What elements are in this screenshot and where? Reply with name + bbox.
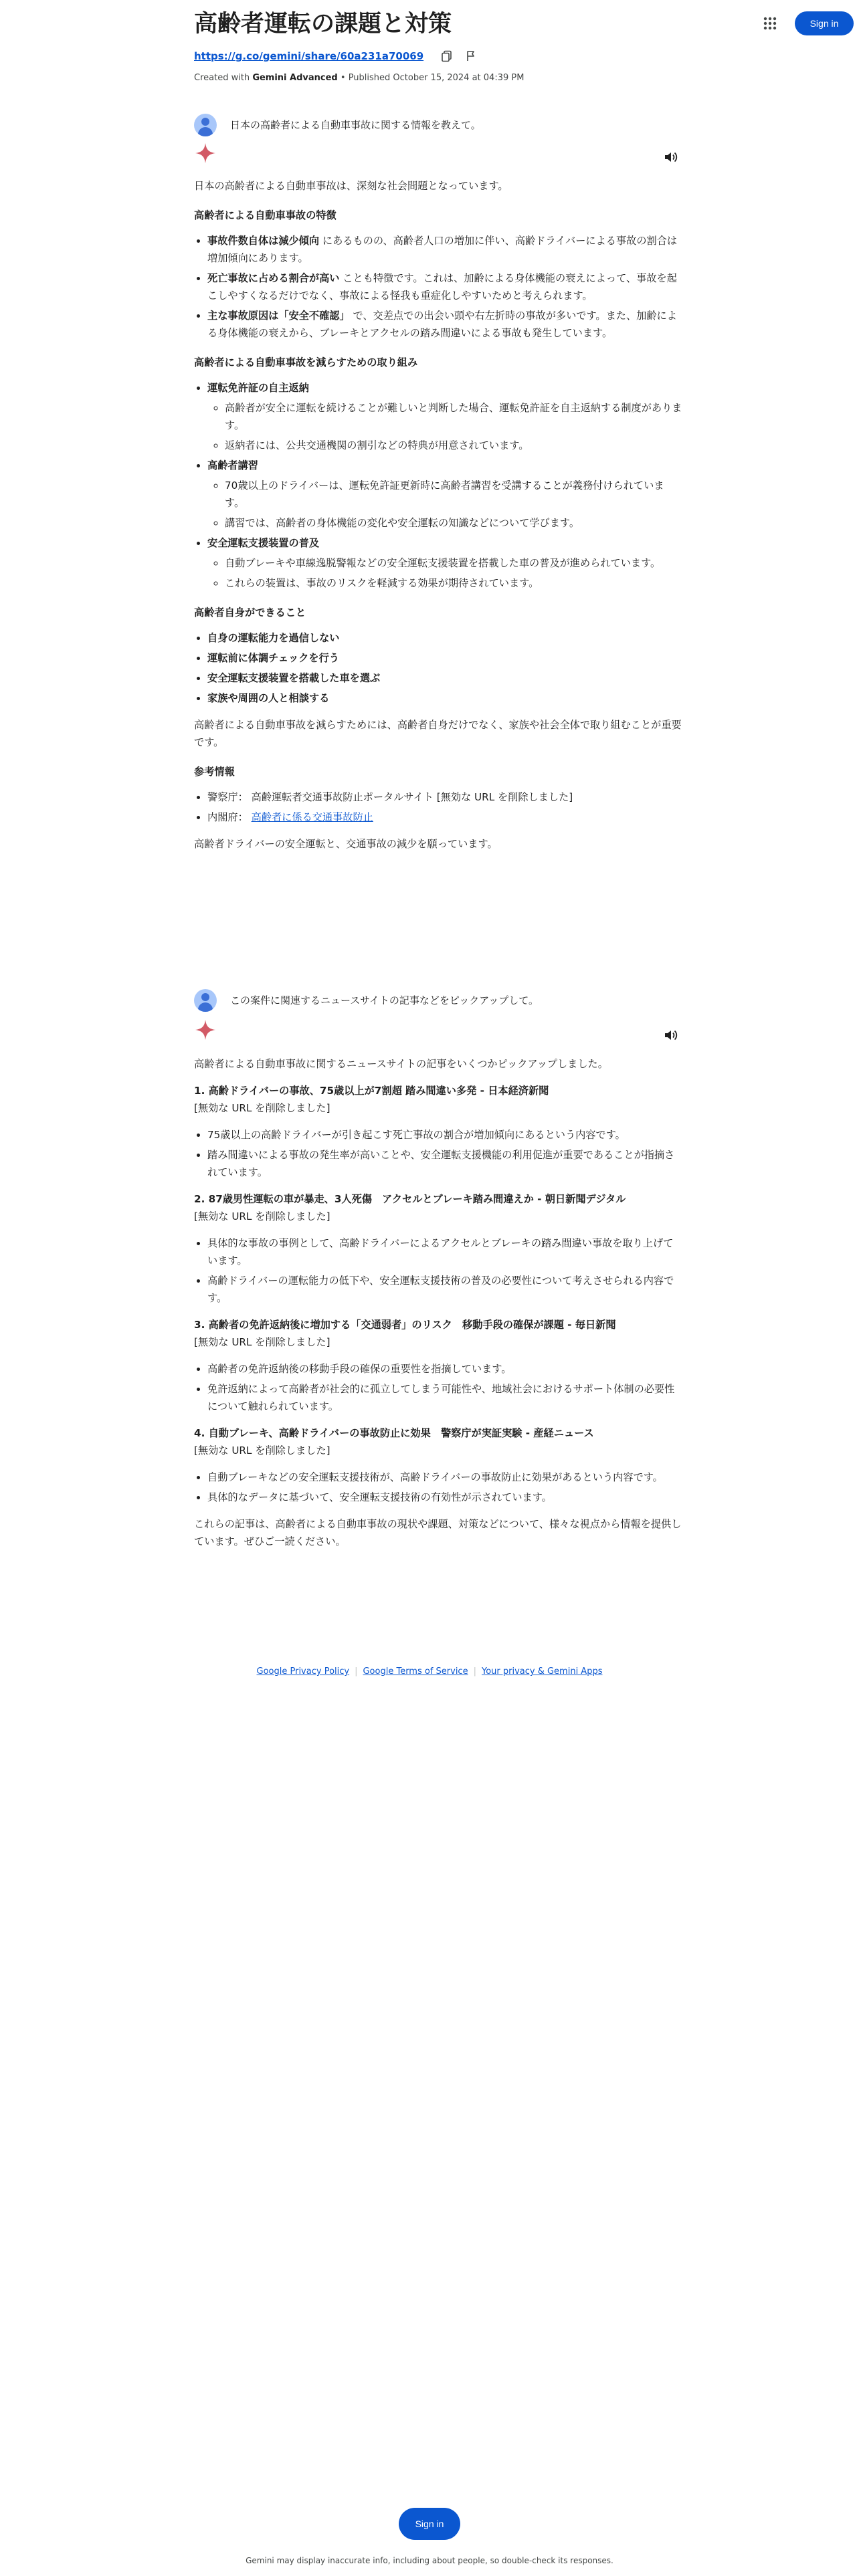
share-link-row <box>194 47 682 66</box>
sign-in-button[interactable]: Sign in <box>795 11 854 35</box>
removed-url-note: [無効な URL を削除しました] <box>194 1444 330 1457</box>
share-link[interactable]: https://g.co/gemini/share/60a231a70069 <box>194 50 424 62</box>
list-item: • 事故件数自体は減少傾向 にあるものの、高齢者人口の増加に伴い、高齢ドライバーによる事故の割合は増加傾向にあります。 <box>207 232 682 267</box>
article-points <box>194 1126 682 1181</box>
list-item: • 運転前に体調チェックを行う <box>207 649 682 667</box>
measures-list <box>194 379 682 592</box>
list-item: • 運転免許証の自主返納 ◦ 高齢者が安全に運転を続けることが難しいと判断した場合、運転免許証を自主返納する制度があります。 ◦ 返納者には、公共交通機関の割引などの特典が用意されています。 <box>207 379 682 454</box>
list-item: • 自身の運転能力を過信しない <box>207 629 682 647</box>
feature-list <box>194 232 682 342</box>
list-item: • 75歳以上の高齢ドライバーが引き起こす死亡事故の割合が増加傾向にあるという内容です。 <box>207 1126 682 1144</box>
response-intro: 日本の高齢者による自動車事故は、深刻な社会問題となっています。 <box>194 180 508 192</box>
terms-link[interactable]: Google Terms of Service <box>363 1667 468 1677</box>
article-points <box>194 1235 682 1307</box>
page-title: 高齢者運転の課題と対策 <box>194 11 452 37</box>
article-points <box>194 1469 682 1506</box>
list-item: • 高齢者の免許返納後の移動手段の確保の重要性を指摘しています。 <box>207 1360 682 1378</box>
list-item: • 家族や周囲の人と相談する <box>207 689 682 707</box>
response-final: 高齢者ドライバーの安全運転と、交通事故の減少を願っています。 <box>194 838 498 850</box>
response-1 <box>194 177 682 862</box>
response-closing: 高齢者による自動車事故を減らすためには、高齢者自身だけでなく、家族や社会全体で取り組むことが重要です。 <box>194 719 682 748</box>
article-title: 1. 高齢ドライバーの事故、75歳以上が7割超 踏み間違い多発 - 日本経済新聞 <box>194 1085 549 1097</box>
list-item: • 高齢者講習 ◦ 70歳以上のドライバーは、運転免許証更新時に高齢者講習を受講することが義務付けられています。 ◦ 講習では、高齢者の身体機能の変化や安全運転の知識などについて学びます。 <box>207 457 682 532</box>
user-prompt: 日本の高齢者による自動車事故に関する情報を教えて。 <box>230 119 481 131</box>
gemini-spark-icon <box>194 1018 217 1041</box>
list-item: • 安全運転支援装置を搭載した車を選ぶ <box>207 669 682 687</box>
apps-grid-icon[interactable] <box>763 16 777 31</box>
sign-in-button-bottom[interactable]: Sign in <box>399 2508 460 2540</box>
user-avatar-icon <box>194 989 217 1012</box>
response-intro: 高齢者による自動車事故に関するニュースサイトの記事をいくつかピックアップしました。 <box>194 1058 608 1070</box>
response-2 <box>194 1055 682 1560</box>
article-title: 3. 高齢者の免許返納後に増加する「交通弱者」のリスク 移動手段の確保が課題 - 毎日新聞 <box>194 1319 616 1331</box>
article-title: 4. 自動ブレーキ、高齢ドライバーの事故防止に効果 警察庁が実証実験 - 産経ニュース <box>194 1427 594 1439</box>
removed-url-note: [無効な URL を削除しました] <box>194 1102 330 1114</box>
copy-icon[interactable] <box>438 47 456 65</box>
user-prompt: この案件に関連するニュースサイトの記事などをピックアップして。 <box>230 994 539 1006</box>
list-item: • 具体的な事故の事例として、高齢ドライバーによるアクセルとブレーキの踏み間違い事故を取り上げています。 <box>207 1235 682 1269</box>
list-item: • 安全運転支援装置の普及 ◦ 自動ブレーキや車線逸脱警報などの安全運転支援装置を搭載した車の普及が進められています。 ◦ これらの装置は、事故のリスクを軽減する効果が期待されています。 <box>207 534 682 592</box>
flag-icon[interactable] <box>462 47 480 65</box>
reference-link[interactable]: 高齢者に係る交通事故防止 <box>251 811 373 823</box>
list-item: • 具体的なデータに基づいて、安全運転支援技術の有効性が示されています。 <box>207 1489 682 1506</box>
list-item: • 主な事故原因は「安全不確認」 で、交差点での出会い頭や右左折時の事故が多いです。また、加齢による身体機能の衰えから、ブレーキとアクセルの踏み間違いによる事故も発生しています。 <box>207 307 682 342</box>
selfhelp-list <box>194 629 682 707</box>
section-heading: 参考情報 <box>194 766 235 778</box>
list-item: • 高齢ドライバーの運転能力の低下や、安全運転支援技術の普及の必要性について考えさせられる内容です。 <box>207 1272 682 1307</box>
section-heading: 高齢者による自動車事故の特徴 <box>194 209 337 221</box>
response-closing: これらの記事は、高齢者による自動車事故の現状や課題、対策などについて、様々な視点から情報を提供しています。ぜひご一読ください。 <box>194 1518 682 1547</box>
section-heading: 高齢者自身ができること <box>194 607 306 619</box>
removed-url-note: [無効な URL を削除しました] <box>194 1210 330 1222</box>
article-title: 2. 87歳男性運転の車が暴走、3人死傷 アクセルとブレーキ踏み間違えか - 朝日新聞デジタル <box>194 1193 626 1205</box>
reference-item: • 内閣府： 高齢者に係る交通事故防止 <box>207 809 682 826</box>
article-points <box>194 1360 682 1415</box>
list-item: • 死亡事故に占める割合が高い ことも特徴です。これは、加齢による身体機能の衰えによって、事故を起こしやすくなるだけでなく、事故による怪我も重症化しやすいためと考えられます。 <box>207 270 682 304</box>
list-item: • 自動ブレーキなどの安全運転支援技術が、高齢ドライバーの事故防止に効果があるという内容です。 <box>207 1469 682 1486</box>
privacy-policy-link[interactable]: Google Privacy Policy <box>256 1667 350 1677</box>
user-avatar-icon <box>194 114 217 136</box>
publish-meta: Created with Gemini Advanced • Published October 15, 2024 at 04:39 PM <box>194 73 524 83</box>
list-item: • 踏み間違いによる事故の発生率が高いことや、安全運転支援機能の利用促進が重要であることが指摘されています。 <box>207 1146 682 1181</box>
section-heading: 高齢者による自動車事故を減らすための取り組み <box>194 356 418 368</box>
removed-url-note: [無効な URL を削除しました] <box>194 1336 330 1348</box>
reference-list <box>194 788 682 826</box>
reference-item: • 警察庁： 高齢運転者交通事故防止ポータルサイト [無効な URL を削除しました] <box>207 788 682 806</box>
gemini-privacy-link[interactable]: Your privacy & Gemini Apps <box>481 1667 603 1677</box>
speaker-icon[interactable] <box>662 148 680 166</box>
speaker-icon[interactable] <box>662 1027 680 1044</box>
list-item: • 免許返納によって高齢者が社会的に孤立してしまう可能性や、地域社会におけるサポート体制の必要性について触れられています。 <box>207 1380 682 1415</box>
disclaimer: Gemini may display inaccurate info, including about people, so double-check its responses. <box>246 2556 613 2565</box>
gemini-spark-icon <box>194 142 217 165</box>
footer-links: Google Privacy Policy | Google Terms of Service | Your privacy & Gemini Apps <box>256 1667 603 1677</box>
